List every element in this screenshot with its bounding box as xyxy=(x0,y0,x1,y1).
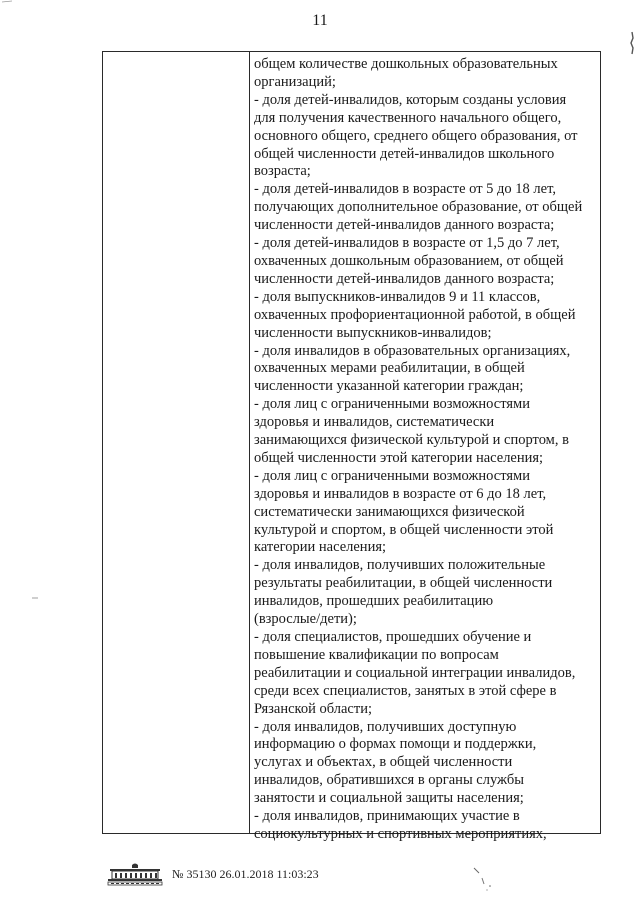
table-text-line: - доля специалистов, прошедших обучение и xyxy=(254,629,532,645)
table-text-line: для получения качественного начального общего, xyxy=(254,109,562,126)
table-text-line: информацию о формах помощи и поддержки, xyxy=(254,736,537,753)
table-text-line: - доля инвалидов, получивших доступную xyxy=(254,718,517,735)
table-text-line: - доля детей-инвалидов в возрасте от 5 до 18 лет, xyxy=(254,181,556,198)
table-column-divider xyxy=(249,52,250,833)
table-text-line: занятости и социальной защиты населения; xyxy=(254,790,524,807)
scan-corner-mark xyxy=(628,30,636,56)
table-text-line: численности выпускников-инвалидов; xyxy=(254,324,492,341)
document-table xyxy=(102,51,601,842)
table-text-line: Рязанской области; xyxy=(254,700,372,717)
table-text-line: общей численности детей-инвалидов школьного xyxy=(254,145,555,162)
table-text-line: систематически занимающихся физической xyxy=(254,503,525,520)
table-text-line: - доля детей-инвалидов в возрасте от 1,5 до 7 лет, xyxy=(254,235,560,252)
table-text-line: - доля детей-инвалидов, которым созданы условия xyxy=(254,91,567,108)
building-stamp-icon xyxy=(104,862,166,886)
scan-speck-left xyxy=(32,596,38,600)
table-text-line: занимающихся физической культурой и спортом, в xyxy=(254,432,569,449)
table-text-line: общей численности этой категории населения; xyxy=(254,449,544,466)
table-text-line: численности детей-инвалидов данного возраста; xyxy=(254,217,555,234)
table-text-line: возраста; xyxy=(254,163,311,180)
table-text-line: повышение квалификации по вопросам xyxy=(254,646,499,663)
registration-number: № 35130 26.01.2018 11:03:23 xyxy=(172,866,319,881)
table-cell-right xyxy=(254,56,599,844)
table-text-line: результаты реабилитации, в общей численности xyxy=(254,575,553,592)
table-text-line: (взрослые/дети); xyxy=(254,611,357,628)
table-text-line: - доля инвалидов в образовательных организациях, xyxy=(254,342,571,359)
registration-footer xyxy=(104,862,319,886)
table-text-line: социокультурных и спортивных мероприятиях, xyxy=(254,825,547,842)
table-text-line: среди всех специалистов, занятых в этой сфере в xyxy=(254,682,557,699)
table-text-line: основного общего, среднего общего образования, от xyxy=(254,127,578,144)
table-text-line: услугах и объектах, в общей численности xyxy=(254,754,513,771)
table-text-line: - доля инвалидов, принимающих участие в xyxy=(254,808,520,825)
table-text-line: охваченных профориентационной работой, в общей xyxy=(254,306,576,323)
table-text-line: инвалидов, обратившихся в органы службы xyxy=(254,772,524,789)
table-text-line: инвалидов, прошедших реабилитацию xyxy=(254,593,494,610)
table-text-line: общем количестве дошкольных образовательных xyxy=(254,56,558,72)
table-text-line: получающих дополнительное образование, от общей xyxy=(254,199,583,216)
table-text-line: - доля лиц с ограниченными возможностями xyxy=(254,396,530,413)
table-text-line: - доля лиц с ограниченными возможностями xyxy=(254,467,530,484)
table-text-line: охваченных дошкольным образованием, от общей xyxy=(254,252,564,269)
table-text-line: реабилитации и социальной интеграции инвалидов, xyxy=(254,664,576,681)
page-number: 11 xyxy=(312,12,328,29)
table-text-line: численности указанной категории граждан; xyxy=(254,378,524,395)
table-text-line: - доля инвалидов, получивших положительные xyxy=(254,557,546,574)
table-text-line: здоровья и инвалидов в возрасте от 6 до 18 лет, xyxy=(254,485,547,502)
table-text-line: численности детей-инвалидов данного возраста; xyxy=(254,270,555,287)
table-text-line: охваченных мерами реабилитации, в общей xyxy=(254,360,525,377)
scan-speck xyxy=(470,864,500,894)
table-text-line: - доля выпускников-инвалидов 9 и 11 классов, xyxy=(254,288,541,305)
table-text-line: категории населения; xyxy=(254,539,387,556)
scan-speck-top xyxy=(2,0,12,4)
table-text-line: здоровья и инвалидов, систематически xyxy=(254,414,495,431)
table-text-line: организаций; xyxy=(254,73,336,90)
table-text-line: культурой и спортом, в общей численности этой xyxy=(254,521,554,538)
